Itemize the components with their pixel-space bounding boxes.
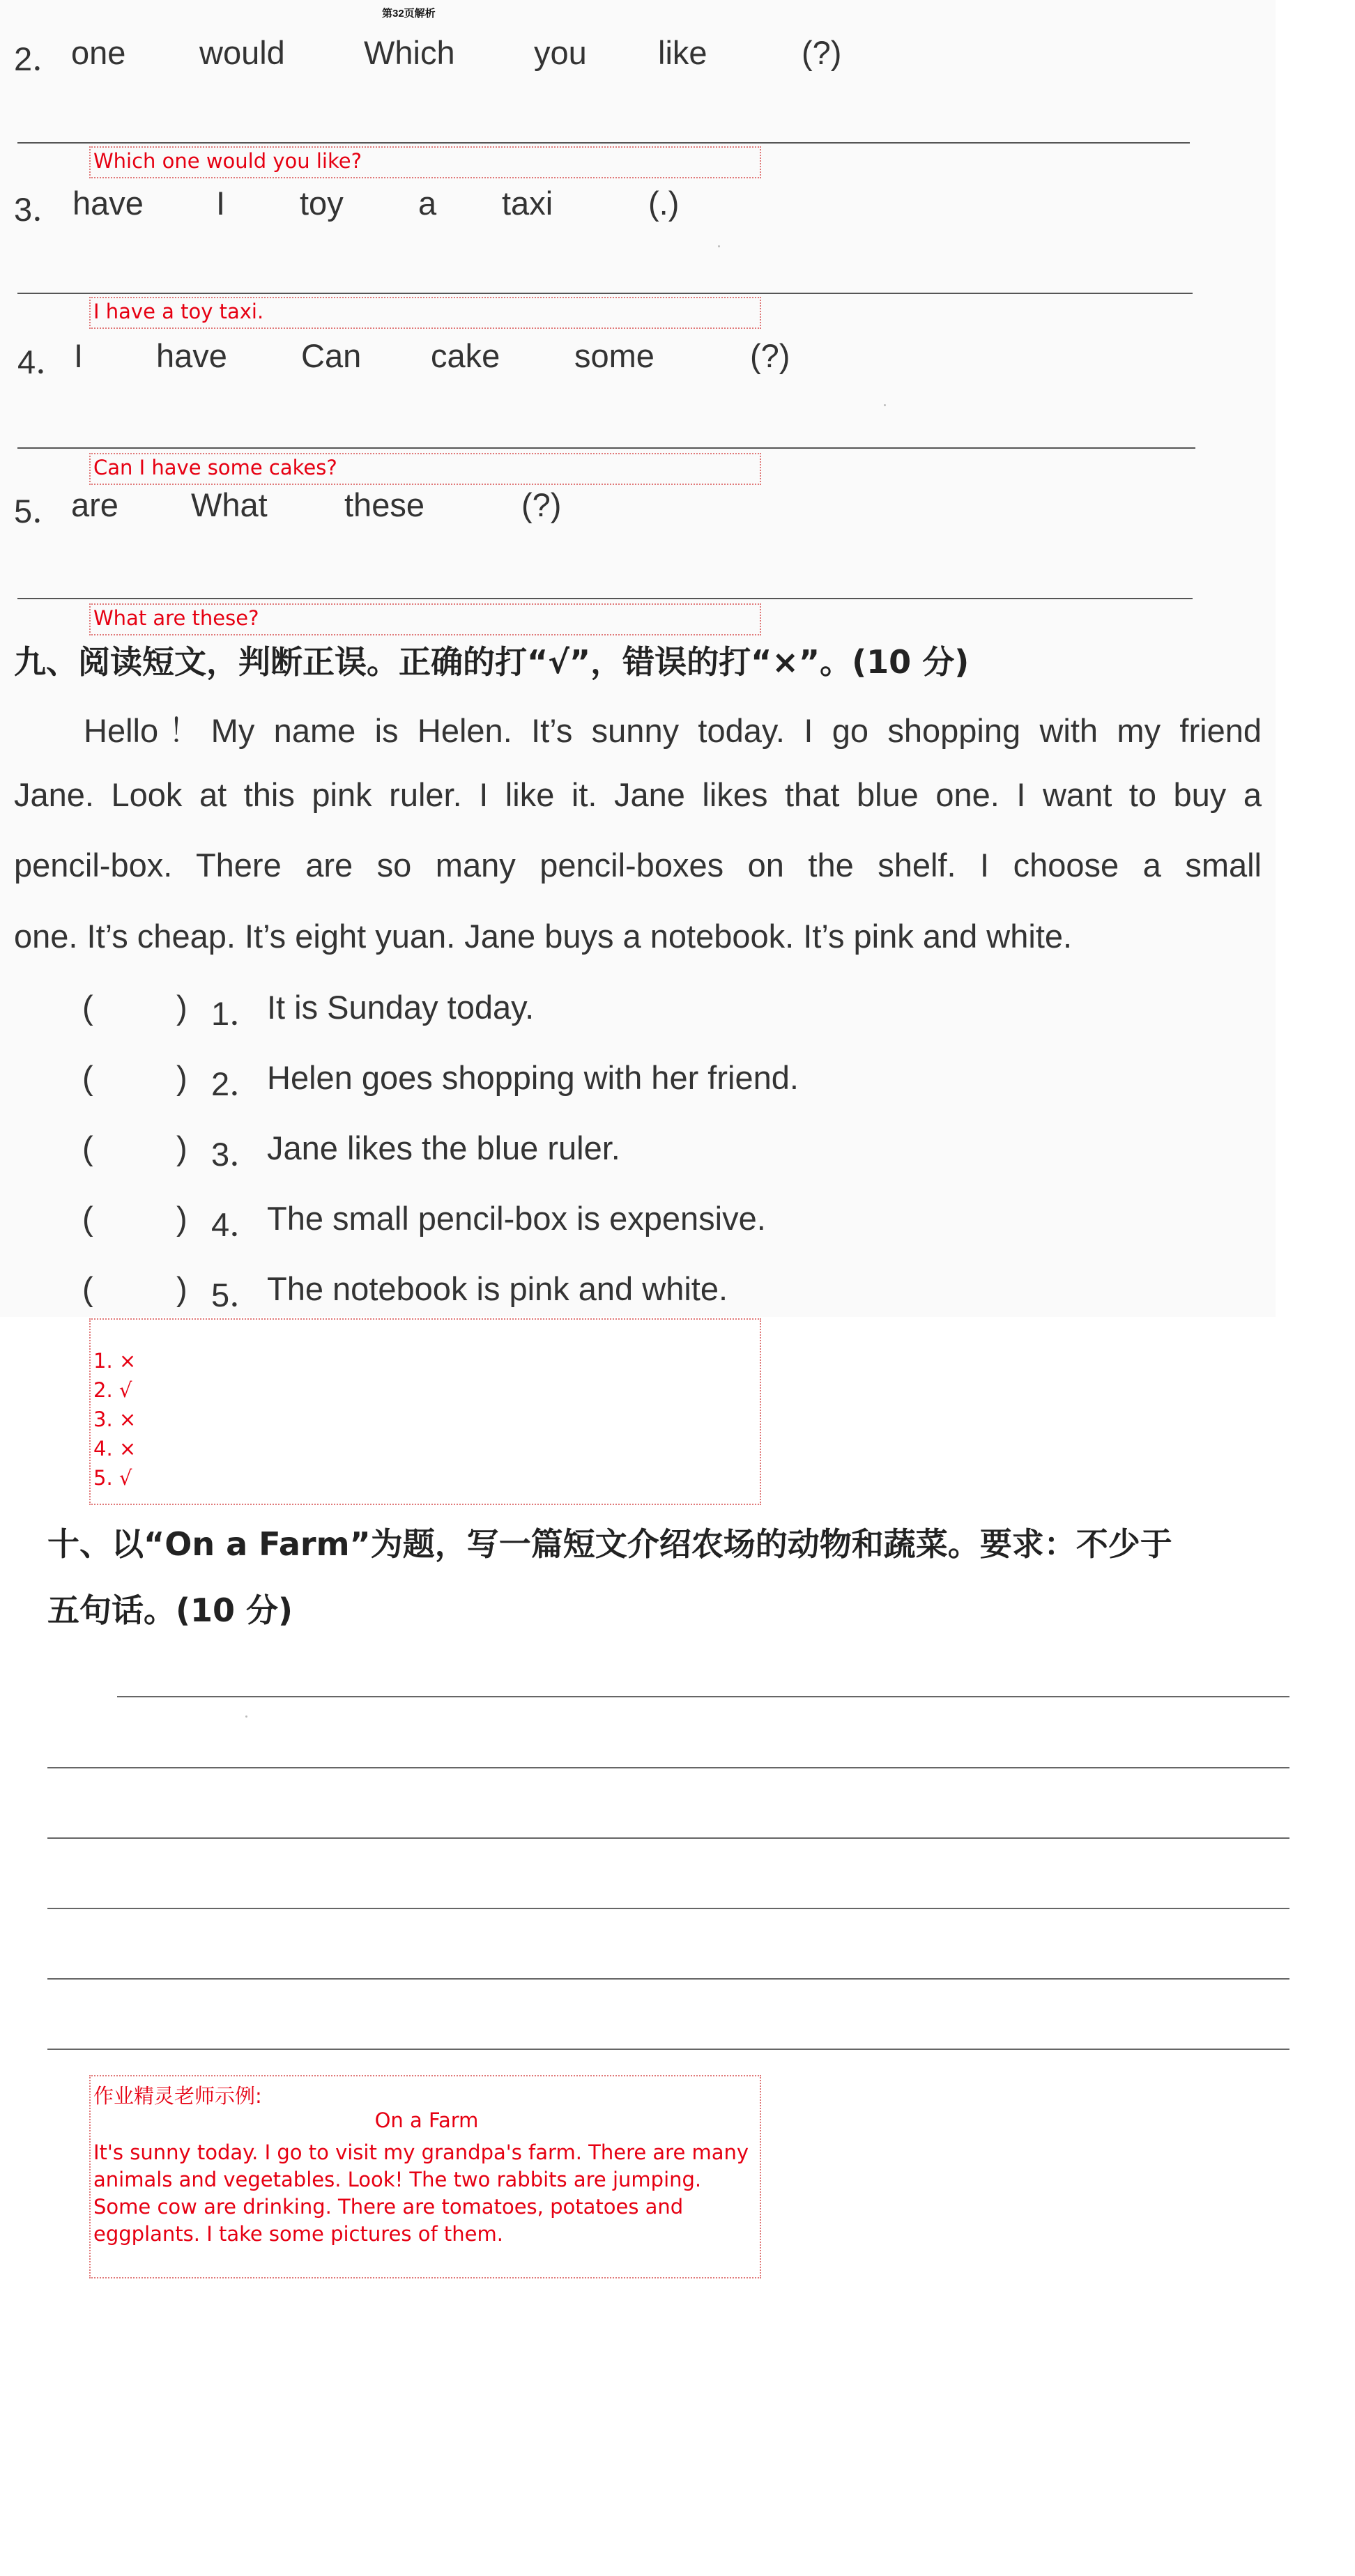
answer-text: What are these? (93, 606, 259, 630)
word-chip: like (658, 34, 707, 71)
word-chip: are (71, 486, 118, 523)
word-chip: you (534, 34, 587, 71)
sample-essay-title: On a Farm (374, 2108, 479, 2132)
sample-essay-text: It's sunny today. I go to visit my grandpa's farm. There are many animals and vegetables. Look! The two rabbits are jumping. Some cow are drinking. There are tomatoes, potatoes and eggplants. I take some pictures of them. (93, 2141, 749, 2246)
item-statement: Jane likes the blue ruler. (267, 1129, 620, 1166)
answer-item: 5. √ (93, 1466, 132, 1490)
answer-item: 1. × (93, 1349, 137, 1373)
reorder-question-3 (14, 184, 885, 226)
sample-label: 作业精灵老师示例: (93, 2084, 262, 2108)
word-chip: a (418, 185, 437, 222)
word-chip: some (574, 337, 654, 374)
scan-speck (718, 245, 720, 247)
word-chip: taxi (502, 185, 553, 222)
answer-item: 3. × (93, 1407, 137, 1431)
answer-blank-open[interactable]: ( (82, 1059, 93, 1096)
item-statement: The small pencil-box is expensive. (267, 1200, 766, 1237)
section-9-answer-box (89, 1318, 761, 1505)
answer-line (17, 447, 1195, 449)
writing-line[interactable] (47, 1767, 1289, 1768)
answer-item: 4. × (93, 1437, 137, 1460)
reorder-question-4 (14, 337, 885, 378)
punctuation-hint: (.) (648, 185, 680, 222)
scan-speck (884, 404, 886, 406)
punctuation-hint: (?) (802, 34, 842, 71)
item-statement: The notebook is pink and white. (267, 1270, 728, 1307)
scan-speck (245, 1715, 247, 1718)
item-number: 1． (211, 995, 263, 1032)
punctuation-hint: (?) (750, 337, 790, 374)
writing-line[interactable] (117, 1696, 1289, 1697)
item-statement: Helen goes shopping with her friend. (267, 1059, 799, 1096)
passage-line-4: one. It’s cheap. It’s eight yuan. Jane buys a notebook. It’s pink and white. (14, 918, 1073, 955)
word-chip: would (199, 34, 285, 71)
item-number: 5． (211, 1277, 263, 1313)
word-chip: Which (364, 34, 455, 71)
word-chip: have (156, 337, 227, 374)
answer-blank-close: ) (176, 1200, 187, 1237)
answer-line (17, 598, 1193, 599)
answer-box-3 (89, 297, 761, 329)
word-chip: one (71, 34, 126, 71)
answer-box-5 (89, 603, 761, 635)
answer-text: Can I have some cakes? (93, 456, 337, 479)
item-statement: It is Sunday today. (267, 989, 535, 1026)
reorder-question-2 (14, 33, 885, 75)
question-number: 2． (14, 40, 66, 77)
word-chip: toy (300, 185, 344, 222)
answer-blank-open[interactable]: ( (82, 1270, 93, 1307)
passage-line-2: Jane. Look at this pink ruler. I like it. Jane likes that blue one. I want to buy a (14, 776, 1262, 813)
answer-blank-close: ) (176, 1129, 187, 1166)
sample-essay-box (89, 2075, 761, 2278)
writing-line[interactable] (47, 1908, 1289, 1909)
page-header-title: 第32页解析 (382, 8, 436, 20)
answer-blank-open[interactable]: ( (82, 1200, 93, 1237)
section-9-title: 九、阅读短文，判断正误。正确的打“√”，错误的打“×”。(10 分) (14, 643, 970, 681)
section-10-title-line-1: 十、以“On a Farm”为题，写一篇短文介绍农场的动物和蔬菜。要求：不少于 (47, 1525, 1172, 1563)
answer-box-4 (89, 453, 761, 485)
answer-blank-open[interactable]: ( (82, 989, 93, 1026)
writing-line[interactable] (47, 1837, 1289, 1839)
word-chip: I (74, 337, 84, 374)
answer-box-2 (89, 146, 761, 178)
word-chip: What (191, 486, 268, 523)
word-chip: these (344, 486, 424, 523)
reorder-question-5 (14, 486, 885, 530)
word-chip: Can (301, 337, 362, 374)
item-number: 3． (211, 1136, 263, 1173)
writing-line[interactable] (47, 1978, 1289, 1980)
item-number: 4． (211, 1206, 263, 1243)
question-number: 5． (14, 493, 66, 530)
answer-text: Which one would you like? (93, 149, 362, 173)
writing-line[interactable] (47, 2049, 1289, 2050)
word-chip: I (216, 185, 226, 222)
answer-blank-close: ) (176, 1059, 187, 1096)
answer-item: 2. √ (93, 1378, 132, 1402)
answer-blank-close: ) (176, 989, 187, 1026)
section-10-title-line-2: 五句话。(10 分) (47, 1591, 293, 1629)
passage-line-1: Hello！My name is Helen. It’s sunny today. I go shopping with my friend (84, 712, 1262, 749)
answer-blank-close: ) (176, 1270, 187, 1307)
answer-line (17, 293, 1193, 294)
punctuation-hint: (?) (521, 486, 562, 523)
word-chip: have (72, 185, 144, 222)
word-chip: cake (431, 337, 500, 374)
answer-text: I have a toy taxi. (93, 300, 264, 323)
passage-line-3: pencil-box. There are so many pencil-boxes on the shelf. I choose a small (14, 847, 1262, 884)
answer-line (17, 142, 1190, 144)
answer-blank-open[interactable]: ( (82, 1129, 93, 1166)
question-number: 3． (14, 191, 66, 228)
item-number: 2． (211, 1065, 263, 1102)
question-number: 4． (17, 344, 69, 380)
